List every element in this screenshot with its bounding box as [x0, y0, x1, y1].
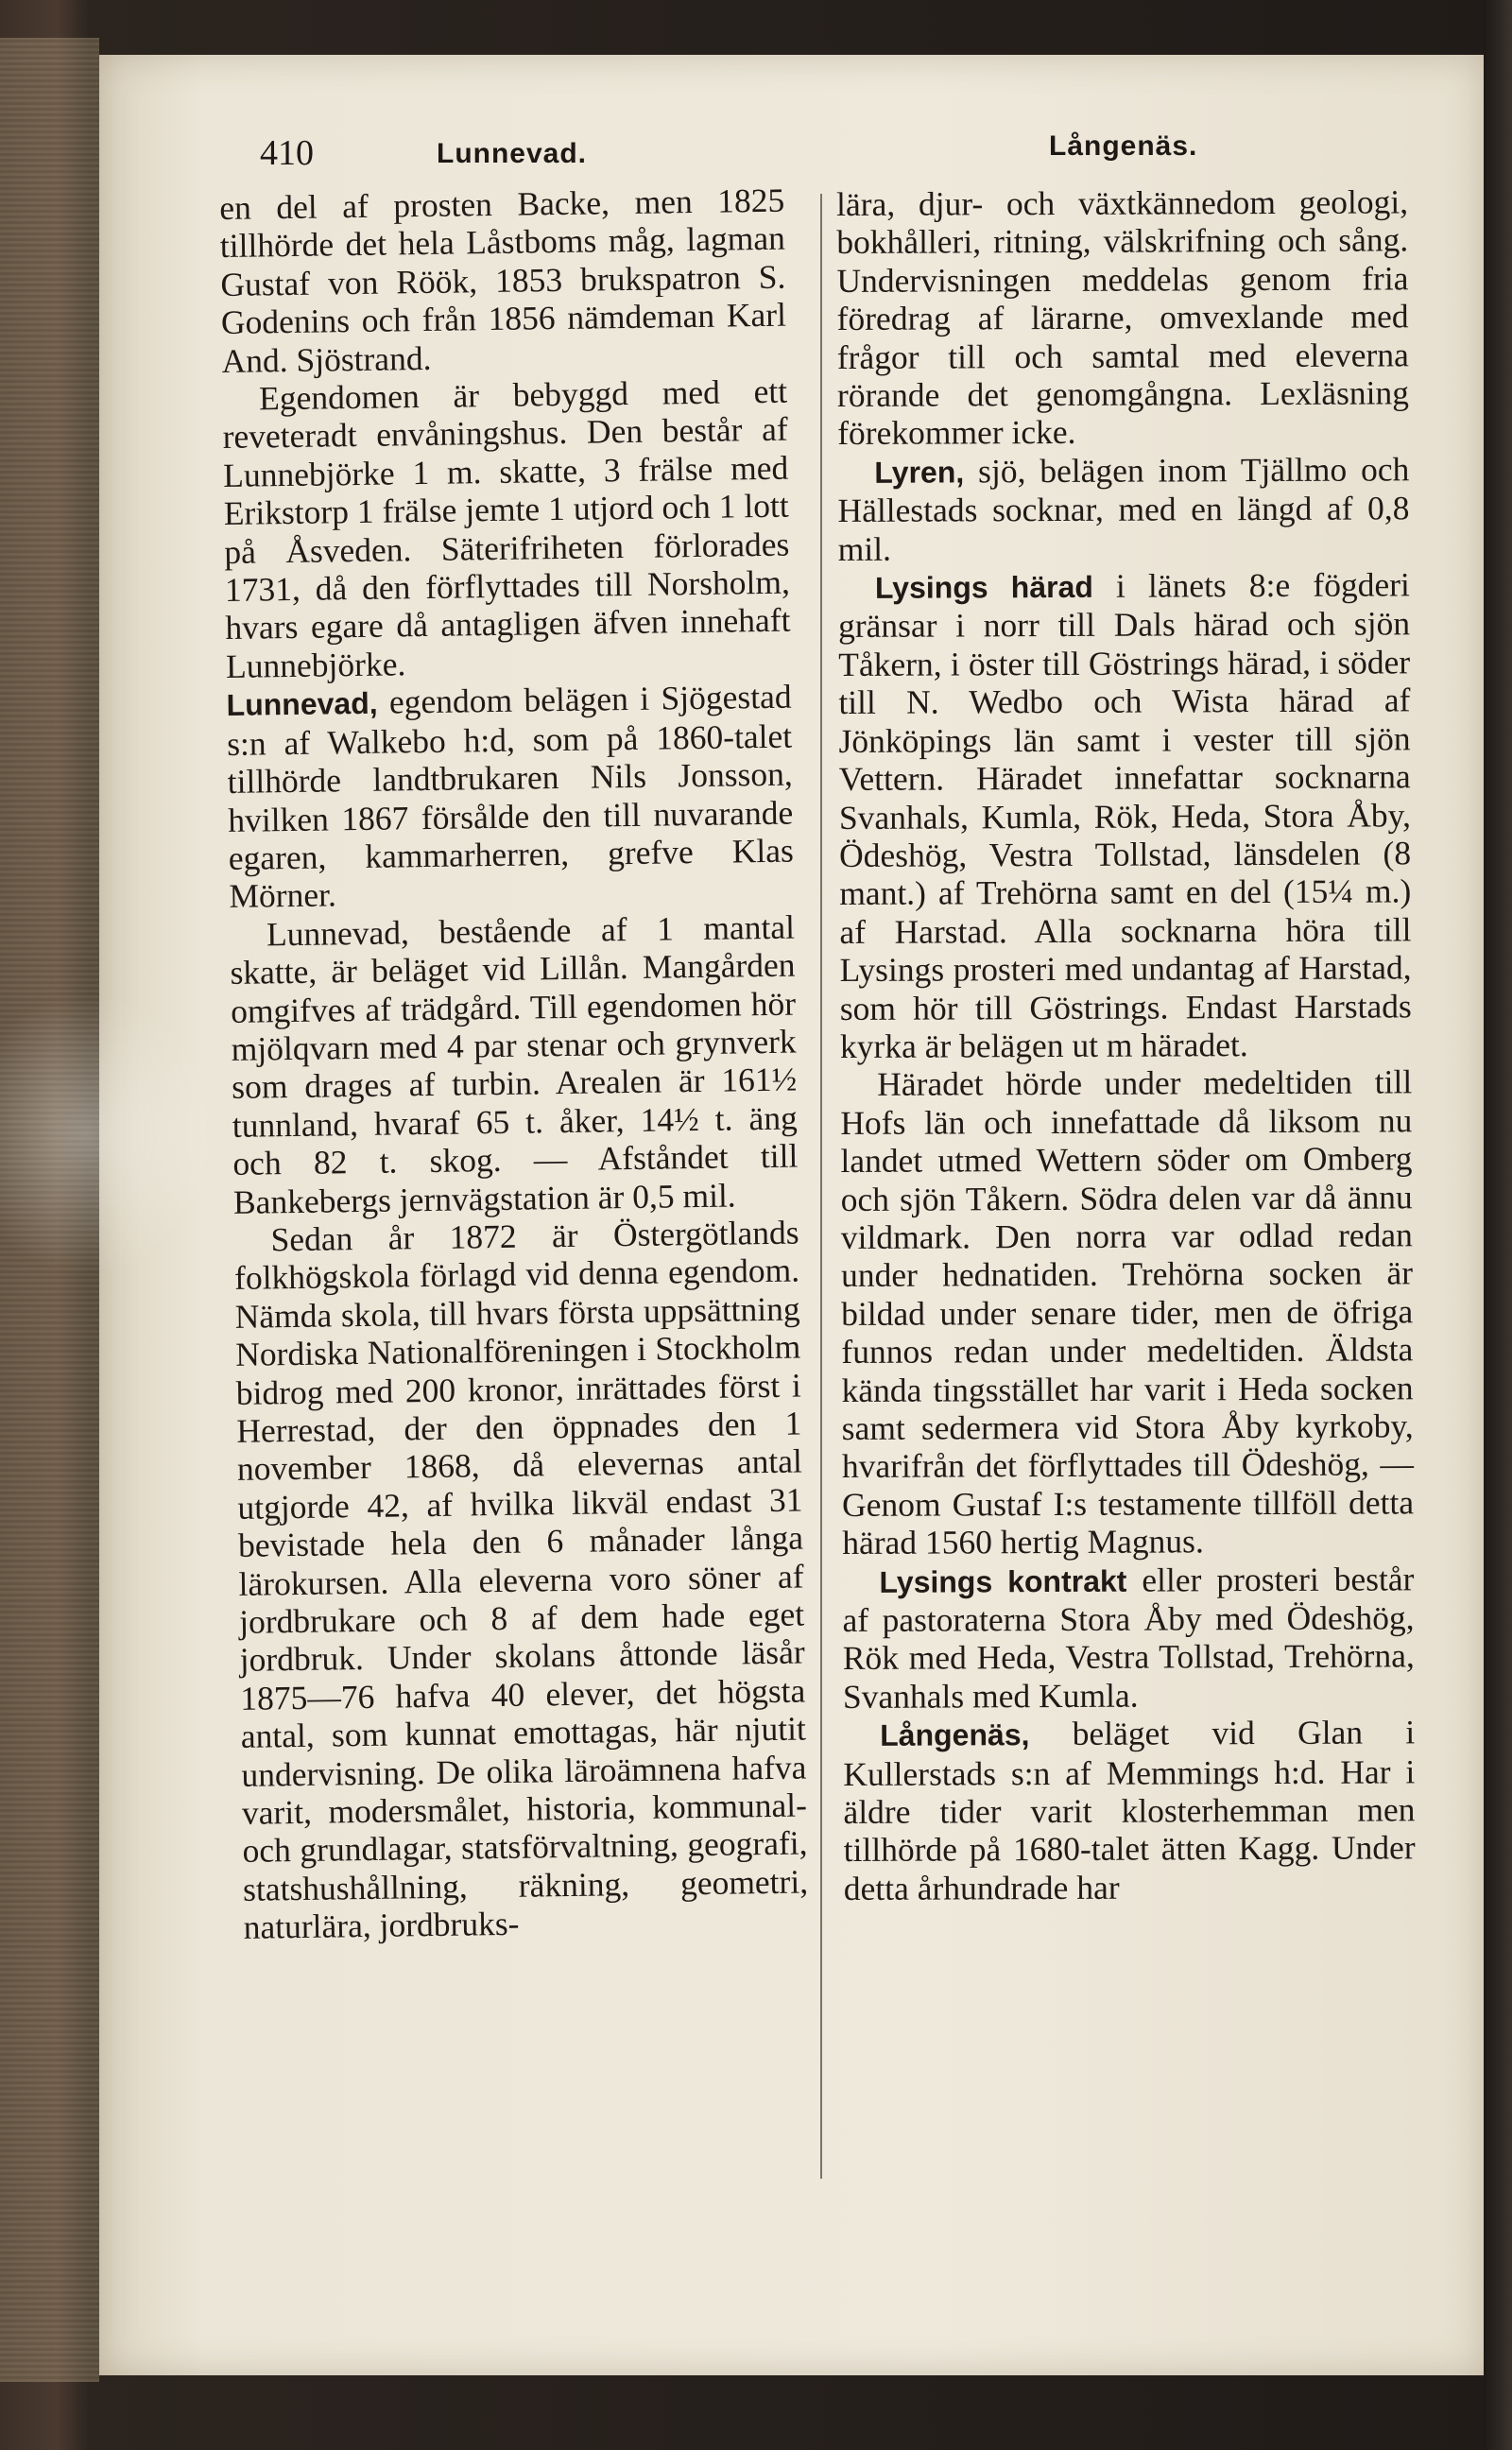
- entry-text: eller prosteri består af pastoraterna Stora Åby med Ödeshög, Rök med Heda, Vestra Tollstad, Trehörna, Svanhals med Kumla.: [842, 1559, 1415, 1716]
- entry-text: sjö, belägen inom Tjällmo och Hällestads socknar, med en längd af 0,8 mil.: [837, 450, 1410, 568]
- column-divider: [820, 194, 822, 2179]
- headword: Lyren,: [874, 455, 965, 490]
- running-head-right: Långenäs.: [1049, 130, 1198, 162]
- entry-lunnevad: [226, 678, 794, 916]
- page-wear-mark: [0, 992, 217, 1276]
- page-number: 410: [260, 133, 314, 173]
- entry-langenas: [843, 1714, 1416, 1908]
- paragraph: Häradet hörde under medeltiden till Hofs län och innefattade då liksom nu landet utmed Wettern söder om Omberg och sjön Tåkern. Södra delen var då ännu vildmark. Den norra var odlad redan under hednatiden. Trehörna socken är bildad under senare tider, men de öfriga funnos redan under medeltiden. Äldsta kända tingsstället har varit i Heda socken samt sedermera vid Stora Åby kyrkoby, hvarifrån det förflyttades till Ödeshög, — Genom Gustaf I:s testamente tillföll detta härad 1560 hertig Magnus.: [840, 1062, 1415, 1562]
- left-column: [219, 181, 809, 1947]
- headword: Lysings härad: [874, 569, 1093, 605]
- page-header: [0, 132, 1512, 189]
- paragraph: Egendomen är bebyggd med ett reveteradt envåningshus. Den består af Lunnebjörke 1 m. skatte, 3 frälse med Erikstorp 1 frälse jemte 1 utjord och 1 lott på Åsveden. Säterifriheten förlorades 1731, då den förflyttades till Norsholm, hvars egare då antagligen äfven innehaft Lunnebjörke.: [222, 371, 791, 685]
- headword: Lunnevad,: [226, 685, 378, 723]
- paragraph: Sedan år 1872 är Östergötlands folkhögskola förlagd vid denna egendom. Nämda skola, till hvars första uppsättning Nordiska Nationalföreningen i Stockholm bidrog med 200 kronor, inrättades först i Herrestad, der den öppnades den 1 november 1868, då elevernas antal utgjorde 42, af hvilka likväl endast 31 bevistade hela den 6 månader långa lärokursen. Alla eleverna voro söner af jordbrukare och 8 af dem hade eget jordbruk. Under skolans åttonde läsår 1875—76 hafva 40 elever, det högsta antal, som kunnat emottagas, här njutit undervisning. De olika läroämnena hafva varit, modersmålet, historia, kommunal- och grundlagar, statsförvaltning, geografi, statshushållning, räkning, geometri, naturlära, jordbruks-: [233, 1213, 809, 1947]
- entry-lysings-kontrakt: [842, 1560, 1415, 1716]
- paragraph: lära, djur- och växtkännedom geologi, bokhålleri, ritning, välskrifning och sång. Undervisningen meddelas genom fria föredrag af lärarne, omvexlande med frågor till och samtal med eleverna rörande det genomgångna. Lexläsning förekommer icke.: [836, 182, 1410, 453]
- headword: Långenäs,: [880, 1717, 1030, 1753]
- running-head-left: Lunnevad.: [437, 138, 588, 169]
- paragraph: Lunnevad, bestående af 1 mantal skatte, är beläget vid Lillån. Mangården omgifves af trädgård. Till egendomen hör mjölqvarn med 4 par stenar och grynverk som drages af turbin. Arealen är 161½ tunnland, hvaraf 65 t. åker, 14½ t. äng och 82 t. skog. — Afståndet till Bankebergs jernvägstation är 0,5 mil.: [230, 907, 799, 1221]
- book-spine-edge: [1484, 0, 1512, 2450]
- entry-lyren: [837, 450, 1410, 568]
- entry-text: i länets 8:e fögderi gränsar i norr till Dals härad och sjön Tåkern, i öster till Göstrings härad, i söder till N. Wedbo och Wista härad af Jönköpings län samt i vester till sjön Vettern. Häradet innefattar socknarna Svanhals, Kumla, Rök, Heda, Stora Åby, Ödeshög, Vestra Tollstad, länsdelen (8 mant.) af Trehörna samt en del (15¼ m.) af Harstad. Alla socknarna höra till Lysings prosteri med undantag af Harstad, som hör till Göstrings. Endast Harstads kyrka är belägen ut m häradet.: [837, 565, 1412, 1065]
- entry-text: beläget vid Glan i Kullerstads s:n af Memmings h:d. Har i äldre tider varit klosterhemman men tillhörde på 1680-talet ätten Kagg. Under detta århundrade har: [843, 1713, 1416, 1907]
- entry-lysings-harad: [838, 565, 1412, 1065]
- right-column: [836, 182, 1416, 1907]
- entry-text: egendom belägen i Sjögestad s:n af Walkebo h:d, som på 1860-talet tillhörde landtbrukaren Nils Jonsson, hvilken 1867 försålde den till nuvarande egaren, kammarherren, grefve Klas Mörner.: [226, 677, 795, 916]
- paragraph: en del af prosten Backe, men 1825 tillhörde det hela Låstboms måg, lagman Gustaf von Röök, 1853 brukspatron S. Godenins och från 1856 nämdeman Karl And. Sjöstrand.: [219, 181, 787, 380]
- headword: Lysings kontrakt: [879, 1563, 1127, 1599]
